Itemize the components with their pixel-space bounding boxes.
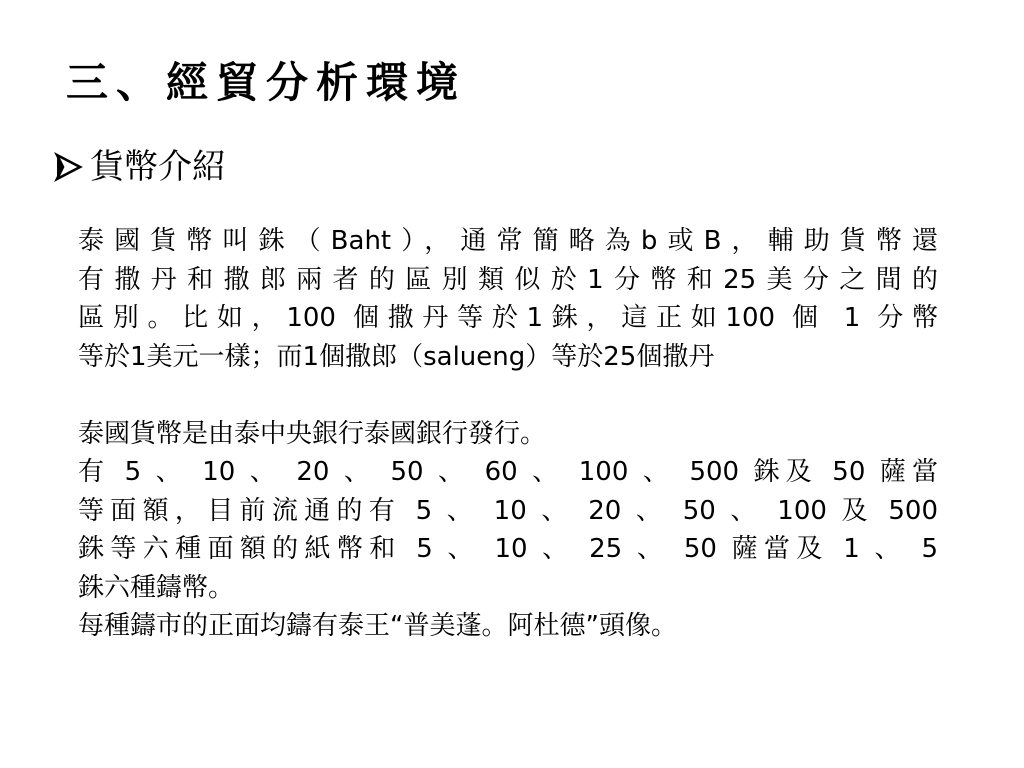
text-line: 泰國貨幣叫銖（Baht），通常簡略為b或B，輔助貨幣還 — [78, 226, 938, 256]
arrow-bullet-icon — [52, 151, 84, 183]
text-line: 泰國貨幣是由泰中央銀行泰國銀行發行。 — [78, 418, 547, 449]
text-line: 銖等六種面額的紙幣和 5 、 10 、 25 、 50 薩當及 1 、 5 — [78, 534, 938, 564]
text-line: 等於1美元一樣；而1個撒郎（salueng）等於25個撒丹 — [78, 341, 715, 372]
text-line: 每種鑄市的正面均鑄有泰王“普美蓬。阿杜德”頭像。 — [78, 611, 677, 641]
bullet-text: 貨幣介紹 — [90, 147, 226, 187]
text-line: 銖六種鑄幣。 — [78, 572, 235, 603]
body-text — [78, 222, 938, 646]
text-line: 區別。比如，100 個撒丹等於1銖，這正如100 個 1 分幣 — [78, 303, 938, 333]
paragraph-currency-denominations — [78, 415, 938, 646]
paragraph-currency-intro — [78, 222, 938, 376]
slide-title: 三、經貿分析環境 — [66, 58, 467, 107]
text-line: 等面額，目前流通的有 5 、 10 、 20 、 50 、 100 及 500 — [78, 495, 938, 526]
text-line: 有撒丹和撒郎兩者的區別類似於1分幣和25美分之間的 — [78, 264, 938, 295]
text-line: 有 5 、 10 、 20 、 50 、 60 、 100 、 500 銖及 50 薩當 — [78, 457, 938, 487]
bullet-item — [52, 147, 226, 187]
paragraph-spacer — [78, 376, 938, 415]
